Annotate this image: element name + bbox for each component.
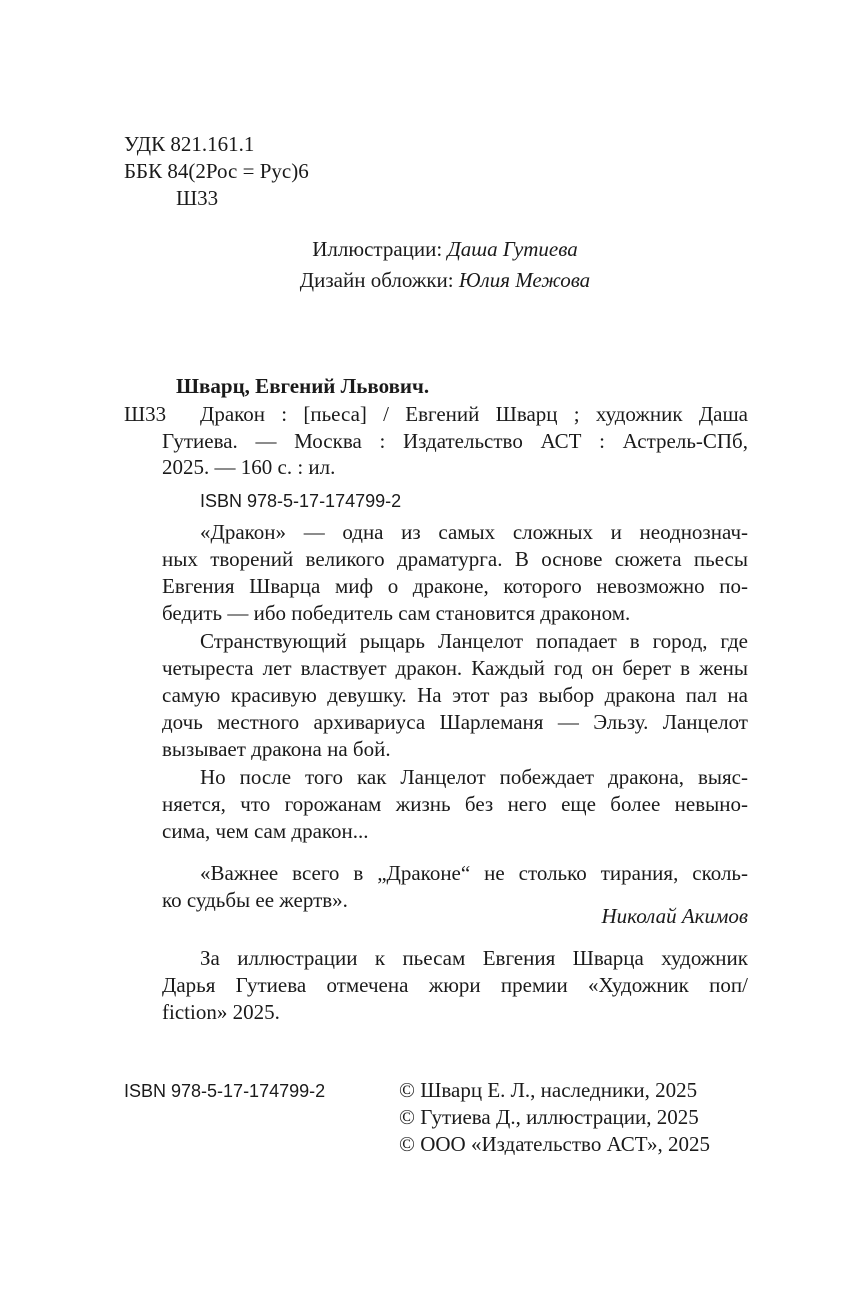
award-line: fiction» 2025.: [162, 1000, 280, 1024]
award-line: За иллюстрации к пьесам Евгения Шварца художник: [200, 946, 748, 970]
record-line-1: Дракон : [пьеса] / Евгений Шварц ; художник Даша: [200, 402, 748, 426]
copyright-line: © ООО «Издательство АСТ», 2025: [399, 1132, 710, 1156]
cover-designer-name: Юлия Межова: [458, 268, 591, 292]
annotation-line: вызывает дракона на бой.: [162, 737, 391, 761]
udk-code: УДК 821.161.1: [124, 132, 255, 156]
annotation-line: бедить — ибо победитель сам становится драконом.: [162, 601, 631, 625]
annotation-line: «Дракон» — одна из самых сложных и неоднознач-: [200, 520, 748, 544]
illustrator-name: Даша Гутиева: [447, 237, 578, 261]
copyright-line: © Шварц Е. Л., наследники, 2025: [399, 1078, 698, 1102]
annotation-line: ных творений великого драматурга. В основе сюжета пьесы: [162, 547, 748, 571]
annotation-line: дочь местного архивариуса Шарлеманя — Эльзу. Ланцелот: [162, 710, 748, 734]
award-line: Дарья Гутиева отмечена жюри премии «Художник поп/: [162, 973, 748, 997]
illustrations-label: Иллюстрации:: [312, 237, 448, 261]
record-line-2: Гутиева. — Москва : Издательство АСТ : Астрель-СПб,: [162, 429, 748, 453]
record-line-3: 2025. — 160 с. : ил.: [162, 455, 336, 479]
illustrations-credit: [0, 236, 844, 262]
annotation-line: Странствующий рыцарь Ланцелот попадает в город, где: [200, 629, 748, 653]
author-heading: Шварц, Евгений Львович.: [176, 374, 430, 398]
annotation-line: сима, чем сам дракон...: [162, 819, 369, 843]
quote-line: «Важнее всего в „Драконе“ не столько тирания, сколь-: [200, 861, 748, 885]
record-mark: Ш33: [124, 402, 167, 426]
copyright-line: © Гутиева Д., иллюстрации, 2025: [399, 1105, 699, 1129]
bbk-code: ББК 84(2Рос = Рус)6: [124, 159, 309, 183]
annotation-line: самую красивую девушку. На этот раз выбор дракона пал на: [162, 683, 748, 707]
record-isbn: ISBN 978-5-17-174799-2: [200, 491, 402, 511]
quote-author: Николай Акимов: [601, 904, 748, 928]
author-mark: Ш33: [176, 186, 219, 210]
footer-isbn: ISBN 978-5-17-174799-2: [124, 1081, 326, 1101]
annotation-line: Но после того как Ланцелот побеждает дракона, выяс-: [200, 765, 748, 789]
cover-design-credit: [0, 267, 844, 293]
annotation-line: четыреста лет властвует дракон. Каждый год он берет в жены: [162, 656, 748, 680]
annotation-line: Евгения Шварца миф о драконе, которого невозможно по-: [162, 574, 748, 598]
cover-label: Дизайн обложки:: [299, 268, 459, 292]
annotation-line: няется, что горожанам жизнь без него еще более невыно-: [162, 792, 748, 816]
quote-line: ко судьбы ее жертв».: [162, 888, 348, 912]
